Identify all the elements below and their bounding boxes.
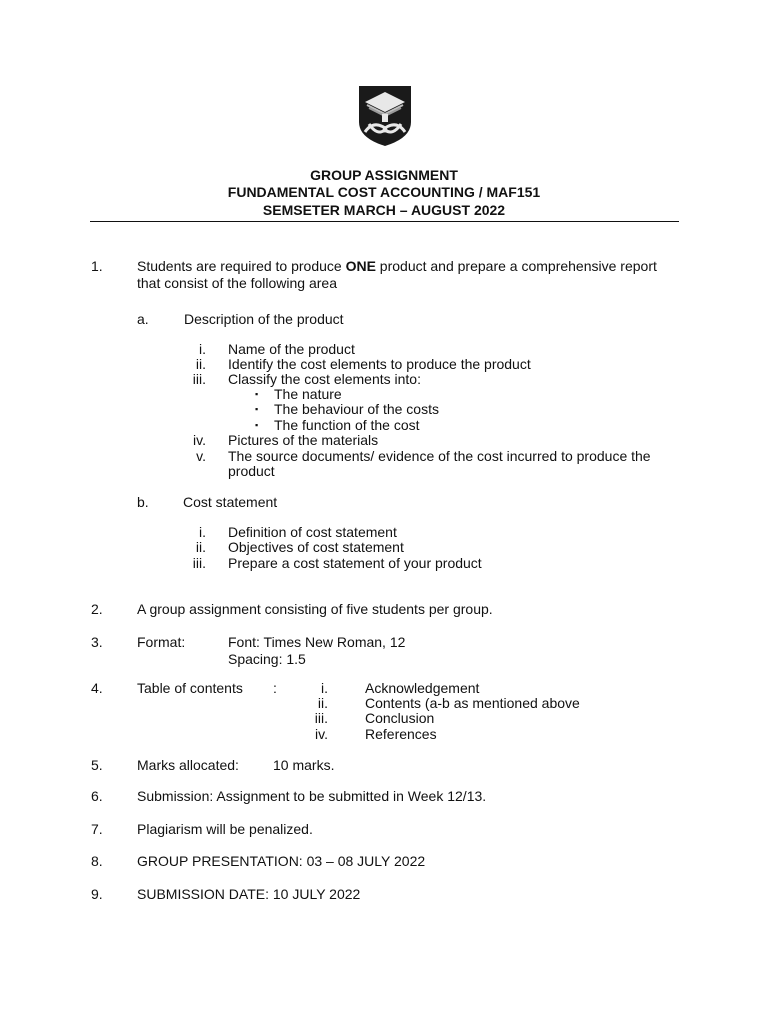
bullet-icon: ▪: [255, 420, 259, 430]
item-number: 3.: [91, 634, 103, 650]
header-divider: [90, 221, 679, 222]
q1-text-line2: that consist of the following area: [137, 275, 338, 291]
roman-num: iv.: [193, 432, 206, 448]
roman-num: i.: [199, 341, 206, 357]
q2-text: A group assignment consisting of five students per group.: [137, 601, 493, 617]
item-number: 5.: [91, 757, 103, 773]
sub-label-b: b.: [137, 494, 149, 510]
bullet-item: The nature: [274, 386, 342, 402]
q7-text: Plagiarism will be penalized.: [137, 821, 313, 837]
course-title: FUNDAMENTAL COST ACCOUNTING / MAF151: [227, 184, 541, 200]
bullet-icon: ▪: [255, 404, 259, 414]
sub-title-a: Description of the product: [184, 311, 344, 327]
toc-item: Acknowledgement: [365, 680, 480, 696]
item-number: 6.: [91, 788, 103, 804]
roman-num: iii.: [192, 555, 206, 571]
list-item: Definition of cost statement: [228, 524, 397, 540]
q4-colon: :: [273, 680, 277, 696]
item-number: 7.: [91, 821, 103, 837]
sub-label-a: a.: [137, 311, 149, 327]
q9-text: SUBMISSION DATE: 10 JULY 2022: [137, 886, 361, 902]
roman-num: i.: [321, 680, 328, 696]
q1-text: [137, 258, 657, 274]
q1-text-post: product and prepare a comprehensive report: [375, 258, 657, 274]
bullet-item: The behaviour of the costs: [274, 401, 439, 417]
doc-title: GROUP ASSIGNMENT: [310, 167, 458, 183]
item-number: 4.: [91, 680, 103, 696]
item-number: 9.: [91, 886, 103, 902]
roman-num: iii.: [314, 710, 328, 726]
q3-label: Format:: [137, 634, 186, 650]
roman-num: ii.: [195, 539, 206, 555]
item-number: 1.: [91, 258, 103, 274]
list-item: Identify the cost elements to produce the product: [228, 356, 531, 372]
q5-label: Marks allocated:: [137, 757, 239, 773]
list-item: Objectives of cost statement: [228, 539, 404, 555]
q1-text-bold: ONE: [345, 258, 376, 274]
sub-title-b: Cost statement: [183, 494, 278, 510]
bullet-item: The function of the cost: [274, 417, 420, 433]
roman-num: i.: [199, 524, 206, 540]
q1-text-pre: Students are required to produce: [137, 258, 346, 274]
toc-item: Conclusion: [365, 710, 435, 726]
q3-spacing: Spacing: 1.5: [228, 651, 306, 667]
q6-text: Submission: Assignment to be submitted in Week 12/13.: [137, 788, 487, 804]
q4-label: Table of contents: [137, 680, 243, 696]
toc-item: References: [365, 726, 437, 742]
list-item: Pictures of the materials: [228, 432, 379, 448]
list-item: Name of the product: [228, 341, 355, 357]
roman-num: v.: [196, 448, 206, 464]
q3-font: Font: Times New Roman, 12: [228, 634, 406, 650]
q5-value: 10 marks.: [273, 757, 335, 773]
list-item: The source documents/ evidence of the cost incurred to produce the: [228, 448, 651, 464]
roman-num: iii.: [192, 371, 206, 387]
toc-item: Contents (a-b as mentioned above: [365, 695, 580, 711]
university-logo: [357, 86, 413, 146]
list-item: Prepare a cost statement of your product: [228, 555, 482, 571]
list-item: Classify the cost elements into:: [228, 371, 421, 387]
roman-num: iv.: [315, 726, 328, 742]
item-number: 2.: [91, 601, 103, 617]
roman-num: ii.: [195, 356, 206, 372]
bullet-icon: ▪: [255, 389, 259, 399]
roman-num: ii.: [317, 695, 328, 711]
q8-text: GROUP PRESENTATION: 03 – 08 JULY 2022: [137, 853, 426, 869]
semester-title: SEMSETER MARCH – AUGUST 2022: [262, 202, 506, 218]
item-number: 8.: [91, 853, 103, 869]
list-item-continued: product: [228, 463, 275, 479]
